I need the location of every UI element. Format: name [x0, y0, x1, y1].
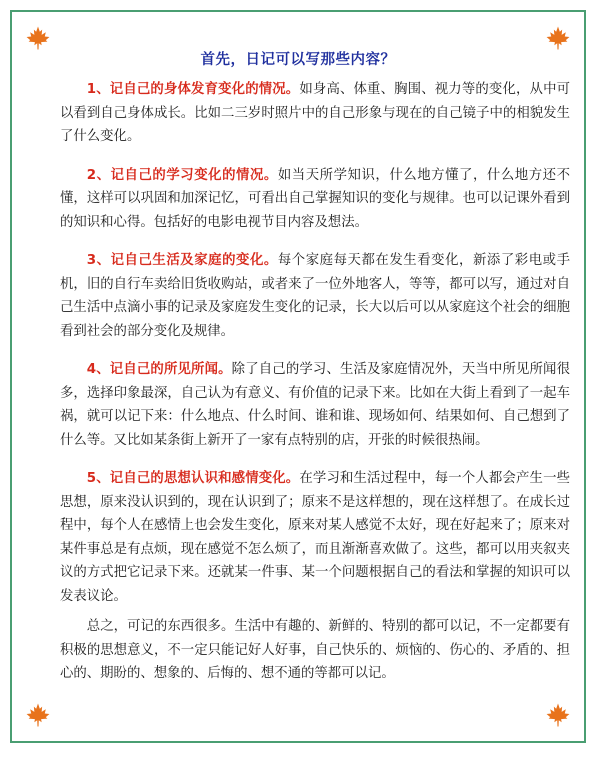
section-heading: 2、记自己的学习变化的情况。: [86, 167, 278, 183]
article-body: [60, 78, 570, 701]
page-frame: [10, 10, 586, 743]
section-body: 在学习和生活过程中，每一个人都会产生一些思想，原来没认识到的，现在认识到了；原来不是这样想的，现在这样想了。在成长过程中，每个人在感情上也会发生变化，原来对某人感觉不太好，现在好起来了；原来对某件事总是有点烦，现在感觉不怎么烦了，而且渐渐喜欢做了。这些，都可以用夹叙夹议的方式把它记录下来。还就某一件事、某一个问题根据自己的看法和掌握的知识可以发表议论。: [60, 471, 570, 604]
maple-leaf-icon: [545, 702, 571, 728]
section-heading: 1、记自己的身体发育变化的情况。: [86, 82, 300, 97]
section-paragraph: [60, 249, 570, 343]
section-paragraph: [60, 164, 570, 235]
section-paragraph: [60, 78, 570, 149]
section-heading: 5、记自己的思想认识和感情变化。: [86, 471, 300, 486]
section-paragraph: [60, 358, 570, 452]
section-paragraph: [60, 467, 570, 608]
section-body: 如当天所学知识，什么地方懂了，什么地方还不懂，这样可以巩固和加深记忆，可看出自己掌握知识的变化与规律。也可以记课外看到的知识和心得。包括好的电影电视节目内容及想法。: [60, 167, 570, 230]
section-body: 如身高、体重、胸围、视力等的变化，从中可以看到自己身体成长。比如二三岁时照片中的自己形象与现在的自己镜子中的相貌发生了什么变化。: [60, 82, 570, 144]
conclusion-paragraph: 总之，可记的东西很多。生活中有趣的、新鲜的、特别的都可以记，不一定都要有积极的思想意义，不一定只能记好人好事，自己快乐的、烦恼的、伤心的、矛盾的、担心的、期盼的、想象的、后悔的、想不通的等都可以记。: [60, 619, 570, 681]
section-heading: 3、记自己生活及家庭的变化。: [86, 253, 278, 268]
section-body: 除了自己的学习、生活及家庭情况外，天当中所见所闻很多，选择印象最深，自己认为有意义、有价值的记录下来。比如在大街上看到了一起车祸，就可以记下来：什么地点、什么时间、谁和谁、现场如何、结果如何、自己想到了什么等。又比如某条街上新开了一家有点特别的店，开张的时候很热闹。: [60, 362, 570, 448]
section-body: 每个家庭每天都在发生看变化，新添了彩电或手机，旧的自行车卖给旧货收购站，或者来了一位外地客人，等等，都可以写，通过对自己生活中点滴小事的记录及家庭发生变化的记录，长大以后可以从家庭这个社会的细胞看到社会的部分变化及规律。: [60, 253, 570, 339]
maple-leaf-icon: [25, 702, 51, 728]
section-heading: 4、记自己的所见所闻。: [86, 362, 232, 377]
page-title: 首先，日记可以写那些内容？: [200, 52, 396, 68]
